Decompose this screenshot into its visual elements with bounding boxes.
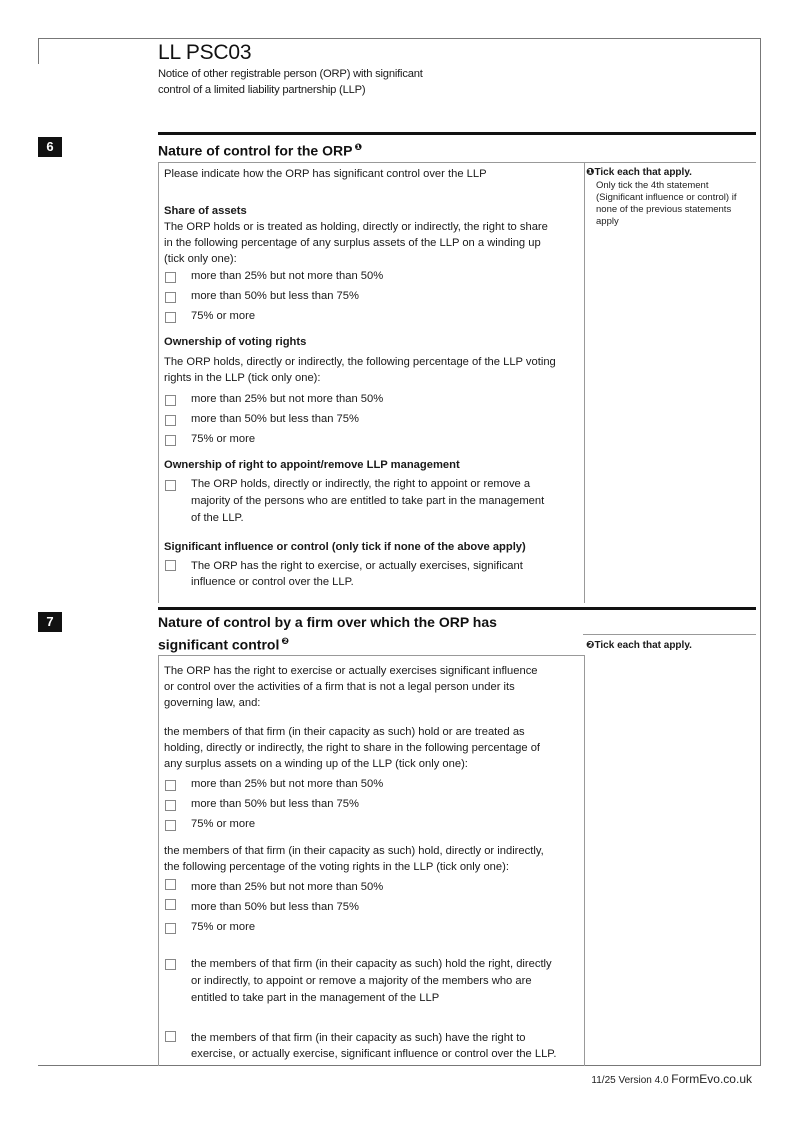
firm-shares-text-line: any surplus assets on a winding up of the LLP (tick only one):: [164, 758, 468, 770]
side-note-1-line: Only tick the 4th statement: [596, 180, 709, 191]
form-header: [158, 40, 423, 99]
firm-voting-option-label: more than 50% but less than 75%: [191, 901, 359, 913]
firm-voting-option-label: more than 25% but not more than 50%: [191, 881, 384, 893]
firm-shares-text-line: holding, directly or indirectly, the right to share in the following percentage of: [164, 742, 541, 754]
firm-voting-option-label: 75% or more: [191, 921, 256, 933]
firm-appoint-checkbox[interactable]: [165, 959, 176, 970]
side-note-1-line: none of the previous statements: [596, 204, 732, 215]
firm-voting-text-line: the members of that firm (in their capacity as such) hold, directly or indirectly,: [164, 845, 544, 857]
side-note-2-heading-text: Tick each that apply.: [594, 640, 692, 651]
form-title-line2: control of a limited liability partnership (LLP): [158, 84, 366, 97]
section-6-title: [158, 138, 362, 161]
footer: [591, 1072, 752, 1086]
voting-option-label: more than 25% but not more than 50%: [191, 393, 384, 405]
firm-appoint-text-line: the members of that firm (in their capacity as such) hold the right, directly: [191, 958, 552, 970]
voting-75-plus-checkbox[interactable]: [165, 435, 176, 446]
side-note-2-marker: ❷: [586, 640, 595, 651]
section-7-title-line1: Nature of control by a firm over which the ORP has: [158, 614, 497, 630]
influence-heading: Significant influence or control (only tick if none of the above apply): [164, 541, 526, 553]
footer-version: 11/25 Version 4.0: [591, 1075, 669, 1086]
firm-shares-75-plus-checkbox[interactable]: [165, 820, 176, 831]
side-note-1-line: apply: [596, 216, 619, 227]
frame-top-border: [38, 38, 761, 39]
firm-shares-text-line: the members of that firm (in their capacity as such) hold or are treated as: [164, 726, 525, 738]
firm-shares-option-label: more than 50% but less than 75%: [191, 798, 359, 810]
voting-text-line: rights in the LLP (tick only one):: [164, 372, 321, 384]
note-1-marker: ❶: [354, 142, 363, 152]
footer-brand: FormEvo.co.uk: [671, 1072, 752, 1086]
voting-25-50-checkbox[interactable]: [165, 395, 176, 406]
side-note-1-marker: ❶: [586, 167, 595, 178]
section-7-side-note: [583, 634, 756, 652]
shares-heading: Share of assets: [164, 205, 247, 217]
firm-voting-50-75-checkbox[interactable]: [165, 899, 176, 910]
firm-appoint-text-line: or indirectly, to appoint or remove a majority of the members who are: [191, 975, 532, 987]
shares-50-75-checkbox[interactable]: [165, 292, 176, 303]
appoint-text-line: majority of the persons who are entitled to take part in the management: [191, 495, 545, 507]
voting-option-label: 75% or more: [191, 433, 256, 445]
section-7-intro-line: The ORP has the right to exercise or actually exercises significant influence: [164, 665, 538, 677]
shares-75-plus-checkbox[interactable]: [165, 312, 176, 323]
firm-appoint-text-line: entitled to take part in the management of the LLP: [191, 992, 440, 1004]
shares-option-label: 75% or more: [191, 310, 256, 322]
section-7-title: [158, 613, 497, 655]
appoint-heading: Ownership of right to appoint/remove LLP management: [164, 459, 460, 471]
side-note-1-body: [583, 179, 756, 228]
appoint-text-line: of the LLP.: [191, 512, 244, 524]
section-7-title-line2: significant control: [158, 636, 280, 653]
influence-text-line: The ORP has the right to exercise, or actually exercises, significant: [191, 560, 523, 572]
firm-shares-option-label: 75% or more: [191, 818, 256, 830]
form-title-line1: Notice of other registrable person (ORP) with significant: [158, 68, 423, 80]
firm-shares-option-label: more than 25% but not more than 50%: [191, 778, 384, 790]
shares-option-label: more than 25% but not more than 50%: [191, 270, 384, 282]
voting-50-75-checkbox[interactable]: [165, 415, 176, 426]
influence-text-line: influence or control over the LLP.: [191, 576, 354, 588]
section-7-rule: [158, 607, 756, 610]
firm-influence-checkbox[interactable]: [165, 1031, 176, 1042]
frame-right-border: [760, 38, 761, 1065]
shares-text-line: (tick only one):: [164, 253, 237, 265]
appoint-text-line: The ORP holds, directly or indirectly, the right to appoint or remove a: [191, 478, 531, 490]
firm-influence-text-line: exercise, or actually exercise, significant influence or control over the LLP.: [191, 1048, 557, 1060]
firm-voting-75-plus-checkbox[interactable]: [165, 923, 176, 934]
side-note-1-heading: [583, 163, 756, 179]
section-7-intro-line: or control over the activities of a firm that is not a legal person under its: [164, 681, 515, 693]
form-code: LL PSC03: [158, 41, 252, 64]
firm-influence-text-line: the members of that firm (in their capacity as such) have the right to: [191, 1032, 526, 1044]
side-note-1-heading-text: Tick each that apply.: [594, 167, 692, 178]
firm-voting-25-50-checkbox[interactable]: [165, 879, 176, 890]
frame-left-border: [38, 38, 39, 64]
firm-shares-50-75-checkbox[interactable]: [165, 800, 176, 811]
note-2-marker: ❷: [281, 636, 289, 646]
shares-25-50-checkbox[interactable]: [165, 272, 176, 283]
side-note-2-heading: [583, 635, 756, 652]
shares-option-label: more than 50% but less than 75%: [191, 290, 359, 302]
side-note-1-line: (Significant influence or control) if: [596, 192, 737, 203]
section-6-number: 6: [38, 137, 62, 157]
voting-option-label: more than 50% but less than 75%: [191, 413, 359, 425]
section-7-number: 7: [38, 612, 62, 632]
firm-voting-text-line: the following percentage of the voting rights in the LLP (tick only one):: [164, 861, 509, 873]
section-6-title-text: Nature of control for the ORP: [158, 142, 353, 159]
shares-text-line: The ORP holds or is treated as holding, directly or indirectly, the right to share: [164, 221, 548, 233]
voting-heading: Ownership of voting rights: [164, 336, 307, 348]
section-6-rule: [158, 132, 756, 135]
section-6-intro: Please indicate how the ORP has significant control over the LLP: [164, 168, 487, 180]
firm-shares-25-50-checkbox[interactable]: [165, 780, 176, 791]
voting-text-line: The ORP holds, directly or indirectly, the following percentage of the LLP voting: [164, 356, 556, 368]
section-7-intro-line: governing law, and:: [164, 697, 261, 709]
section-6-side-note: [583, 162, 756, 228]
shares-text-line: in the following percentage of any surplus assets of the LLP on a winding up: [164, 237, 541, 249]
appoint-checkbox[interactable]: [165, 480, 176, 491]
influence-checkbox[interactable]: [165, 560, 176, 571]
